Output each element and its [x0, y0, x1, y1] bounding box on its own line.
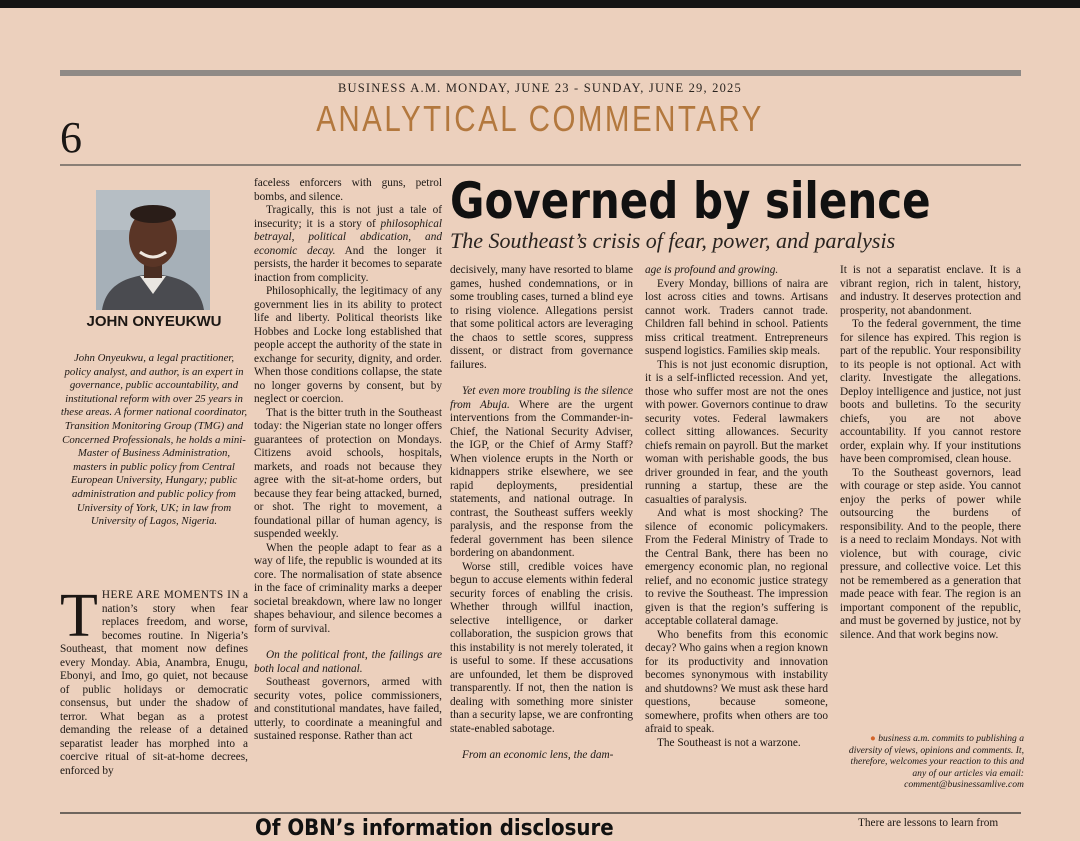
- paragraph: Worse still, credible voices have begun to accuse elements within federal security forces of enabling the crisis. Whether through willful inaction, selective intelligence, or darker collaboration, the suspicion grows that this instability is not merely tolerated, it is useful to some. If these accusations are unfounded, let them be disproved transparently. If not, then the nation is dealing with something more sinister than a security lapse, we are confronting state-enabled sabotage.: [450, 560, 633, 735]
- lead-smallcaps: HERE ARE MOMENTS IN: [101, 589, 241, 601]
- paragraph: It is not a separatist enclave. It is a vibrant region, rich in talent, history, and industry. It deserves protection and prosperity, not abandonment.: [840, 264, 1021, 317]
- editorial-note: ● business a.m. commits to publishing a diversity of views, opinions and comments. It, therefore, welcomes your reaction to this and any of our articles via email: comment@businessamlive.com: [848, 733, 1024, 791]
- deck: The Southeast’s crisis of fear, power, and paralysis: [450, 228, 896, 253]
- author-bio: John Onyeukwu, a legal practitioner, policy analyst, and author, is an expert in governance, public accountability, and institutional reform with over 25 years in these areas. A former national coordinator, Transition Monitoring Group (TMG) and Concerned Professionals, he holds a mini-Master of Business Administration, masters in public policy from Central European University, Hungary; public administration and public policy from University of York, UK; in law from University of Lagos, Nigeria.: [60, 352, 248, 528]
- bullet-icon: ●: [870, 733, 876, 744]
- paragraph: faceless enforcers with guns, petrol bombs, and silence.: [254, 177, 442, 203]
- section-rule: [60, 164, 1021, 166]
- next-story-text: There are lessons to learn from: [858, 817, 999, 829]
- paragraph: Yet even more troubling is the silence from Abuja. Where are the urgent interventions from the Commander-in-Chief, the National Security Adviser, the IGP, or the Chief of Army Staff? When violence erupts in the North or kidnappers strike elsewhere, we see rapid deployments, presidential statements, and national outrage. In contrast, the Southeast suffers weekly paralysis, and the response from the federal government has been silence bordering on abandonment.: [450, 385, 633, 559]
- paragraph: The Southeast is not a warzone.: [657, 736, 801, 749]
- section-title: ANALYTICAL COMMENTARY: [316, 98, 764, 139]
- dateline: BUSINESS A.M. MONDAY, JUNE 23 - SUNDAY, JUNE 29, 2025: [338, 81, 742, 95]
- paragraph: decisively, many have resorted to blame games, hushed condemnations, or in some troubling cases, turned a blind eye to rising violence. Allegations persist that some political actors are leveraging the chaos to settle scores, suppress dissent, or distract from governance failures.: [450, 264, 633, 371]
- headline: Governed by silence: [450, 172, 931, 230]
- paragraph: And what is most shocking? The silence of economic policymakers. From the Federal Ministry of Trade to the Central Bank, there has been no emergency economic plan, no regional relief, and no economic justice strategy to revive the Southeast. The impression given is that the region’s suffering is acceptable collateral damage.: [645, 507, 828, 627]
- drop-cap: T: [60, 582, 98, 650]
- author-name: JOHN ONYEUKWU: [86, 313, 222, 330]
- paragraph: This is not just economic disruption, it is a self-inflicted recession. And yet, those who suffer most are not the ones with power. Governors continue to draw security votes. Federal lawmakers collect sitting allowances. Security chiefs remain on payroll. But the market woman with perishable goods, the bus driver grounded in fear, and the youth running a startup, these are the casualties of paralysis.: [645, 358, 828, 506]
- article-column-4: [645, 264, 828, 750]
- paragraph: Every Monday, billions of naira are lost across cities and towns. Artisans cannot work. Traders cannot trade. Children fall behind in school. Patients miss critical treatment. Entrepreneurs suspend logistics. Families skip meals.: [645, 277, 828, 357]
- paragraph: Philosophically, the legitimacy of any government lies in its ability to protect life and liberty. Political theorists like Hobbes and Locke long established that people accept the authority of the state in exchange for security, dignity, and order. When those conditions collapse, the state no longer governs by consent, but by neglect or coercion.: [254, 285, 442, 405]
- paragraph: age is profound and growing.: [645, 264, 779, 276]
- header-rule: [60, 70, 1021, 76]
- top-border: [0, 0, 1080, 8]
- footer-rule: [60, 812, 1021, 814]
- article-column-2: [254, 177, 442, 744]
- paragraph: That is the bitter truth in the Southeast today: the Nigerian state no longer offers guarantees of protection on Mondays. Citizens avoid schools, hospitals, markets, and roads not because they agree with the sit-at-home orders, but because they fear being attacked, burned, or shot. The right to movement, a foundational pillar of human agency, is suspended weekly.: [254, 406, 442, 540]
- paragraph: To the federal government, the time for silence has expired. This region is part of the republic. Your responsibility to its people is not optional. Act with clarity. Investigate the allegations. Deploy intelligence and justice, not just boots and bulletins. To the security chiefs, you are not above accountability. If you cannot restore order, explain why. If your institutions have been compromised, clean house.: [840, 318, 1021, 465]
- author-portrait-icon: [96, 190, 210, 310]
- author-photo: [96, 190, 210, 310]
- paragraph: Who benefits from this economic decay? Who gains when a region known for its productivity and innovation becomes synonymous with instability and shutdowns? We must ask these hard questions, because someone, somewhere, profits when others are too afraid to speak.: [645, 628, 828, 735]
- paragraph: From an economic lens, the dam-: [462, 749, 614, 761]
- next-story-headline: Of OBN’s information disclosure: [255, 816, 614, 841]
- paragraph: When the people adapt to fear as a way of life, the republic is wounded at its core. The normalisation of state absence in the face of criminality marks a deeper societal breakdown, where law no longer shapes behaviour, and silence becomes a form of survival.: [254, 541, 442, 635]
- article-column-5: [840, 264, 1021, 642]
- page-number: 6: [60, 113, 82, 162]
- article-column-3: [450, 264, 633, 763]
- paragraph: To the Southeast governors, lead with courage or step aside. You cannot enjoy the perks of power while outsourcing the burdens of responsibility. And to the people, there is a need to reclaim Mondays. Not with violence, but with courage, civic pressure, and collective voice. Let this not be remembered as a generation that made peace with fear. The region is an important component of the republic, and must be governed by justice, not by silence. And that work begins now.: [840, 466, 1021, 641]
- paragraph: Southeast governors, armed with security votes, police commissioners, and constitutional mandates, have failed, utterly, to coordinate a meaningful and sustained response. Rather than act: [254, 676, 442, 742]
- lead-text: a nation’s story when fear replaces freedom, and worse, becomes routine. In Nigeria’s Southeast, that moment now defines every Monday. Abia, Anambra, Enugu, Ebonyi, and Imo, go quiet, not because of public holidays or democratic consensus, but under the shadow of terror. What began as a protest demanding the release of a detained separatist leader has morphed into a coercive ritual of sit-at-home decrees, enforced by: [60, 589, 248, 777]
- paragraph: Tragically, this is not just a tale of insecurity; it is a story of philosophical betrayal, political abdication, and economic decay. And the longer it persists, the harder it becomes to separate inaction from complicity.: [254, 204, 442, 284]
- pull-paragraph: On the political front, the failings are both local and national.: [254, 649, 442, 675]
- lead-paragraph: [60, 582, 248, 778]
